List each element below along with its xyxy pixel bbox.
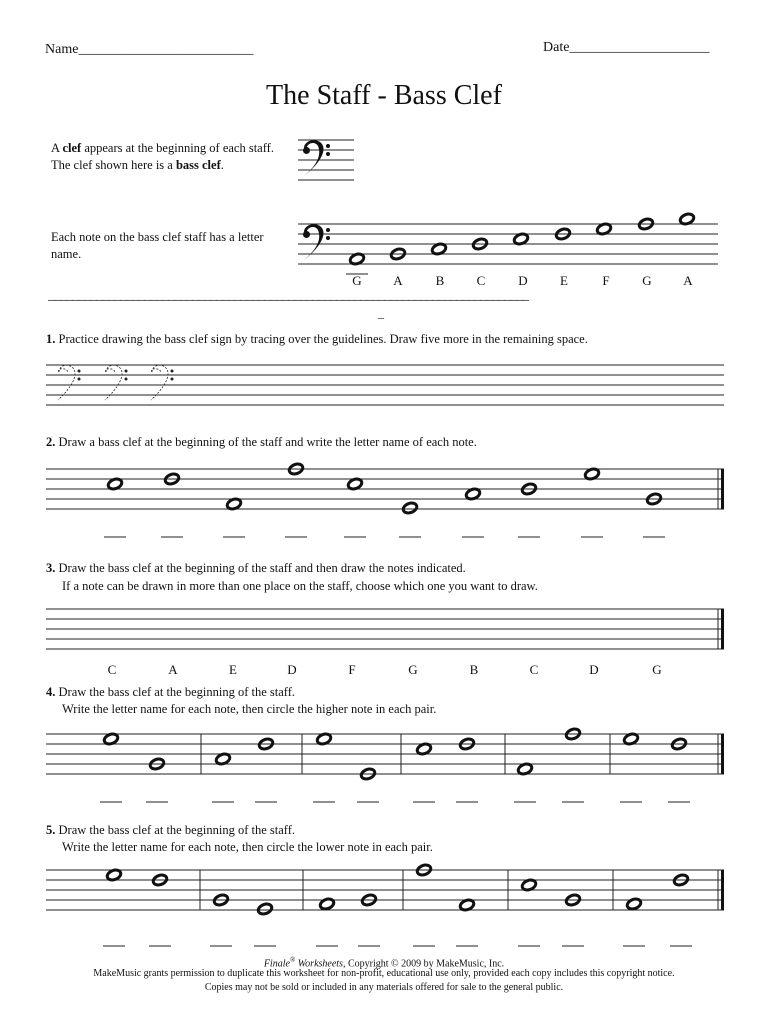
scale-letter: D — [518, 273, 528, 288]
q3-letter-row — [0, 662, 768, 680]
clef-intro-text: A clef appears at the beginning of each staff. The clef shown here is a bass clef. — [51, 141, 274, 172]
question-3-detail: If a note can be drawn in more than one place on the staff, choose which one you want to draw. — [62, 579, 538, 593]
final-barline — [721, 609, 724, 649]
scale-letter: A — [393, 273, 403, 288]
question-3: 3. Draw the bass clef at the beginning of the staff and then draw the notes indicated. — [46, 561, 466, 575]
q3-letter: B — [469, 662, 479, 677]
question-5: 5. Draw the bass clef at the beginning of the staff. — [46, 823, 295, 837]
whole-note — [626, 897, 642, 910]
small-clef-staff — [298, 138, 354, 182]
final-barline — [721, 870, 724, 910]
name-label: Name — [45, 42, 79, 57]
q1-staff[interactable] — [46, 364, 724, 406]
q2-staff[interactable] — [46, 468, 724, 510]
bass-clef-term: bass clef — [175, 158, 221, 172]
scale-staff — [298, 222, 718, 266]
q3-letter: A — [168, 662, 178, 677]
date-label: Date — [543, 40, 570, 55]
page-title: The Staff - Bass Clef — [266, 80, 502, 111]
footer-permission: MakeMusic grants permission to duplicate this worksheet for non-profit, educational use only, provided each copy includes this copyright notice. — [93, 968, 675, 979]
final-barline — [721, 734, 724, 774]
q3-letter: C — [107, 662, 117, 677]
bass-clef-icon — [303, 140, 330, 176]
date-line: ____________________ — [569, 40, 710, 55]
scale-letter: G — [352, 273, 362, 288]
note-intro-text: Each note on the bass clef staff has a letter name. — [51, 230, 264, 261]
q5-staff[interactable] — [46, 869, 724, 911]
whole-note — [319, 897, 335, 910]
q3-letter: E — [229, 662, 237, 677]
q3-letter: G — [408, 662, 418, 677]
bass-clef-icon — [303, 224, 330, 260]
q3-letter: F — [348, 662, 356, 677]
q3-staff[interactable] — [46, 608, 724, 650]
q2-answer-blanks[interactable] — [46, 532, 724, 542]
scale-letter: B — [435, 273, 445, 288]
clef-term: clef — [62, 141, 82, 155]
q3-letter: G — [652, 662, 662, 677]
scale-letter: E — [560, 273, 568, 288]
final-barline — [721, 469, 724, 509]
footer-restriction: Copies may not be sold or included in any materials offered for sale to the general public. — [204, 982, 564, 993]
question-1: 1. Practice drawing the bass clef sign by tracing over the guidelines. Draw five more in the remaining space. — [46, 332, 588, 346]
question-4: 4. Draw the bass clef at the beginning of the staff. — [46, 685, 295, 699]
whole-note — [402, 501, 418, 514]
date-field[interactable] — [543, 40, 709, 56]
question-4-detail: Write the letter name for each note, then circle the higher note in each pair. — [62, 702, 437, 716]
name-field[interactable] — [45, 42, 253, 58]
section-divider: ________________________________________________________________________________ — [48, 288, 528, 303]
q3-letter: C — [529, 662, 539, 677]
q3-letter: D — [589, 662, 599, 677]
scale-letter: F — [602, 273, 610, 288]
q3-letter: D — [287, 662, 297, 677]
scale-letter: C — [476, 273, 486, 288]
q4-staff[interactable] — [46, 733, 724, 775]
question-5-detail: Write the letter name for each note, then circle the lower note in each pair. — [62, 840, 433, 854]
q5-answer-blanks[interactable] — [46, 941, 724, 951]
name-line: _________________________ — [78, 42, 254, 57]
footer-copyright: Finale® Worksheets, Copyright © 2009 by MakeMusic, Inc. — [263, 956, 505, 970]
whole-note — [257, 902, 273, 915]
divider-dash: _ — [378, 306, 384, 320]
scale-letter: A — [683, 273, 693, 288]
scale-letter: G — [642, 273, 652, 288]
question-2: 2. Draw a bass clef at the beginning of the staff and write the letter name of each note. — [46, 435, 477, 449]
q4-answer-blanks[interactable] — [46, 797, 724, 807]
